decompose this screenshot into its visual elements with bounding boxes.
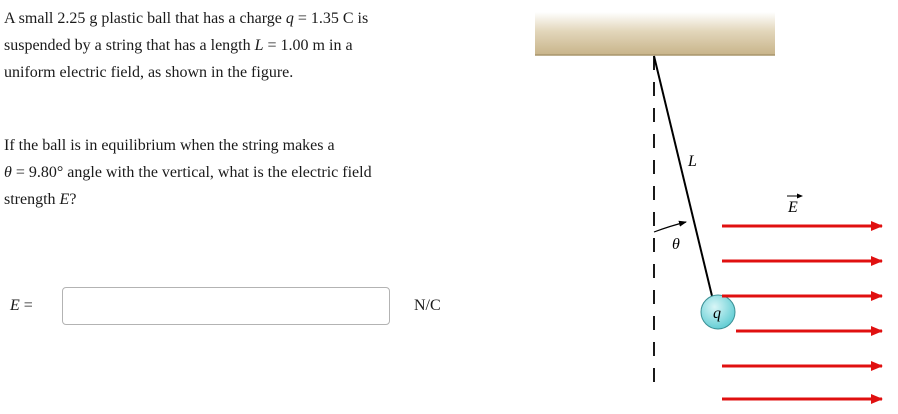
problem-line: If the ball is in equilibrium when the string makes a (4, 137, 335, 154)
problem-line (4, 186, 434, 213)
problem-statement-paragraph-2 (4, 132, 434, 213)
text-segment: = 9.80° angle with the vertical, what is the electric field (11, 164, 372, 181)
ceiling (535, 12, 775, 55)
length-symbol: L (254, 37, 264, 54)
problem-line (4, 159, 434, 186)
answer-label (10, 297, 33, 315)
answer-input[interactable] (62, 287, 390, 325)
text-segment: = 1.00 m in a (263, 37, 353, 54)
equals-sign: = (19, 297, 33, 314)
charge-label: q (713, 305, 721, 322)
field-symbol: E (59, 191, 70, 208)
pendulum-figure (520, 0, 890, 414)
text-segment: strength (4, 191, 60, 208)
string (654, 56, 712, 296)
text-segment: ? (69, 191, 77, 208)
problem-line: uniform electric field, as shown in the figure. (4, 64, 294, 81)
text-segment: A small 2.25 g plastic ball that has a charge (4, 10, 286, 27)
field-symbol: E (10, 297, 20, 314)
problem-line (4, 5, 434, 32)
angle-symbol: θ (4, 164, 12, 181)
problem-statement-paragraph-1 (4, 5, 434, 86)
answer-unit: N/C (414, 297, 441, 314)
angle-arc (654, 222, 686, 232)
text-segment: suspended by a string that has a length (4, 37, 255, 54)
theta-label: θ (672, 236, 680, 253)
problem-line (4, 32, 434, 59)
length-label: L (688, 153, 697, 170)
field-lines (722, 226, 882, 399)
field-label: E (788, 199, 798, 216)
charge-symbol: q (285, 10, 294, 27)
answer-row (0, 286, 480, 330)
text-segment: = 1.35 C is (293, 10, 369, 27)
